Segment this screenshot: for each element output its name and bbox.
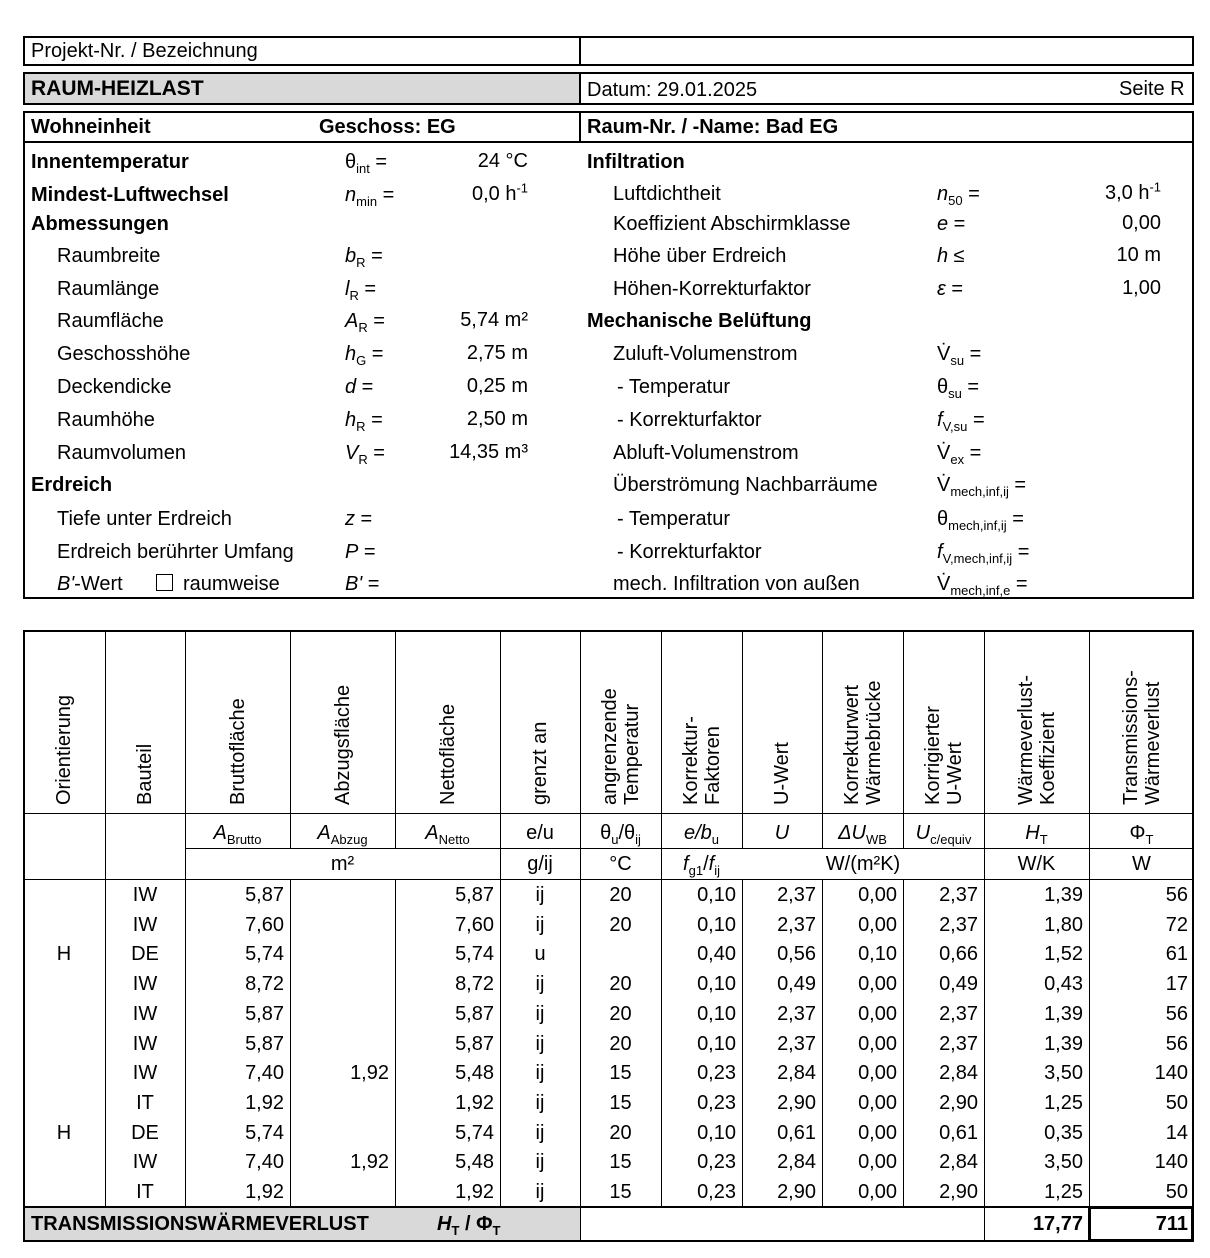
cell-uc: 2,90 [939, 1091, 978, 1114]
cell-o [23, 910, 105, 940]
cell-b: IW [132, 1151, 158, 1174]
cell-u: 2,37 [777, 913, 816, 936]
dim-symbol: $b_R$ = [345, 245, 383, 270]
cell-brutto: 7,40 [245, 1151, 284, 1174]
cell-abzug [290, 969, 395, 999]
luftwechsel-value: 0,0 $h^{-1}$ [471, 180, 528, 205]
cell-b: IW [132, 1002, 158, 1025]
mech-symbol: $V̇_{su}$ = [937, 343, 982, 368]
column-header: angrenzende [598, 688, 621, 805]
cell-abzug [290, 999, 395, 1029]
mech-symbol: $\theta_{su}$ = [937, 376, 980, 401]
cell-brutto: 5,74 [245, 943, 284, 966]
column-header: Wärmeverlust [1141, 681, 1164, 805]
cell-netto: 1,92 [455, 1181, 494, 1203]
cell-phi: 56 [1165, 884, 1188, 906]
dim-value: 5,74 m² [460, 309, 528, 331]
cell-uc: 2,37 [939, 913, 978, 936]
cell-brutto: 7,40 [245, 1062, 284, 1085]
geschoss-label: Geschoss: EG [319, 116, 456, 138]
cell-abzug [290, 939, 395, 969]
mech-symbol: $\theta_{mech,inf,ij}$ = [937, 508, 1024, 533]
cell-du: 0,00 [858, 1032, 897, 1055]
cell-brutto: 5,87 [245, 1002, 284, 1025]
cell-b: IW [132, 973, 158, 996]
cell-netto: 5,87 [455, 1002, 494, 1025]
cell-abzug [290, 1088, 395, 1118]
erdreich-label: Erdreich berührter Umfang [57, 541, 294, 563]
infiltration-symbol: ε = [937, 278, 964, 300]
cell-t: 20 [609, 1121, 632, 1144]
cell-du: 0,10 [858, 943, 897, 966]
dim-label: Raumfläche [57, 310, 164, 332]
cell-b: DE [131, 943, 159, 966]
date-text: Datum: 29.01.2025 [587, 79, 758, 101]
cell-netto: 5,74 [455, 943, 494, 966]
cell-u: 2,84 [777, 1151, 816, 1174]
total-symbol: $H_T / \Phi_T$ [437, 1213, 501, 1238]
cell-du: 0,00 [858, 1181, 897, 1203]
cell-phi: 56 [1165, 1032, 1188, 1055]
cell-u: 2,37 [777, 1032, 816, 1055]
cell-ht: 0,35 [1044, 1121, 1083, 1144]
column-header: U-Wert [771, 742, 793, 805]
cell-b: DE [131, 1121, 159, 1144]
infiltration-value: 1,00 [1122, 277, 1161, 299]
raumweise-option[interactable]: raumweise [156, 572, 280, 596]
mech-label: - Korrekturfaktor [617, 409, 762, 431]
total-ht: 17,77 [1032, 1213, 1083, 1235]
total-divider [580, 1206, 581, 1242]
cell-abzug [290, 1118, 395, 1148]
dim-label: Raumhöhe [57, 409, 155, 431]
infiltration-symbol: h ≤ [937, 245, 965, 267]
cell-abzug [290, 1029, 395, 1059]
total-phi: 711 [1155, 1213, 1188, 1235]
column-header: Abzugsfläche [331, 684, 354, 805]
cell-phi: 61 [1165, 943, 1188, 966]
dim-value: 2,75 m [466, 342, 528, 364]
cell-u: 0,56 [777, 943, 816, 966]
erdreich-heading: Erdreich [31, 474, 113, 496]
cell-brutto: 1,92 [245, 1181, 284, 1203]
cell-t: 20 [609, 884, 632, 906]
cell-o [23, 1177, 105, 1207]
cell-ht: 1,80 [1044, 913, 1083, 936]
mech-label: Überströmung Nachbarräume [613, 474, 878, 496]
mech-label: Zuluft-Volumenstrom [613, 343, 798, 365]
column-header: Wärmeverlust- [1014, 674, 1037, 805]
cell-f: 0,10 [697, 913, 736, 936]
total-label: TRANSMISSIONSWÄRMEVERLUST [31, 1213, 369, 1235]
cell-g: ij [535, 1151, 545, 1174]
cell-netto: 7,60 [455, 913, 494, 936]
dim-label: Deckendicke [57, 376, 172, 398]
cell-b: IT [136, 1091, 154, 1114]
column-header: Bauteil [134, 743, 156, 805]
unit-wk: W/K [1017, 853, 1056, 875]
dim-value: 14,35 m³ [449, 441, 528, 463]
cell-o [23, 999, 105, 1029]
cell-du: 0,00 [858, 973, 897, 996]
cell-g: ij [535, 973, 545, 996]
cell-g: ij [535, 1032, 545, 1055]
cell-netto: 1,92 [455, 1091, 494, 1114]
cell-ht: 1,39 [1044, 1002, 1083, 1025]
cell-f: 0,10 [697, 1002, 736, 1025]
cell-uc: 2,37 [939, 1032, 978, 1055]
cell-t: 20 [609, 1032, 632, 1055]
cell-u: 2,84 [777, 1062, 816, 1085]
infiltration-value: 10 m [1116, 244, 1161, 266]
cell-f: 0,23 [697, 1091, 736, 1114]
cell-uc: 2,90 [939, 1181, 978, 1203]
column-header: grenzt an [529, 721, 551, 805]
column-header: U-Wert [943, 742, 966, 805]
infiltration-value: 0,00 [1122, 212, 1161, 234]
cell-o [23, 1088, 105, 1118]
cell-ht: 1,39 [1044, 1032, 1083, 1055]
cell-u: 2,90 [777, 1181, 816, 1203]
cell-netto: 5,74 [455, 1121, 494, 1144]
erdreich-label: Tiefe unter Erdreich [57, 508, 232, 530]
page-title: RAUM-HEIZLAST [31, 77, 204, 100]
cell-f: 0,40 [697, 943, 736, 966]
symbol-abzug: $A_{Abzug}$ [317, 822, 368, 847]
cell-o [23, 1058, 105, 1088]
cell-o [23, 1147, 105, 1177]
cell-b: IW [132, 1062, 158, 1085]
cell-netto: 5,48 [455, 1151, 494, 1174]
cell-b: IW [132, 884, 158, 906]
symbol-ebu: $e/b_u$ [683, 822, 720, 847]
unit-degc: °C [609, 853, 632, 875]
cell-uc: 2,37 [939, 1002, 978, 1025]
cell-g: ij [535, 1062, 545, 1085]
cell-abzug: 1,92 [350, 1151, 389, 1174]
cell-u: 0,61 [777, 1121, 816, 1144]
cell-o [23, 969, 105, 999]
infiltration-label: Koeffizient Abschirmklasse [613, 213, 851, 235]
column-header: Orientierung [53, 694, 75, 805]
dim-symbol: $l_R$ = [345, 278, 377, 303]
mech-symbol: $f_{V,mech,inf,ij}$ = [937, 541, 1030, 566]
bwert-label: B'-Wert [57, 573, 123, 595]
cell-uc: 0,66 [939, 943, 978, 966]
cell-du: 0,00 [858, 1091, 897, 1114]
cell-du: 0,00 [858, 1151, 897, 1174]
cell-netto: 8,72 [455, 973, 494, 996]
header-line [23, 813, 1194, 814]
cell-phi: 140 [1154, 1062, 1188, 1085]
erdreich-symbol: P = [345, 541, 376, 563]
cell-g: ij [535, 1091, 545, 1114]
cell-f: 0,23 [697, 1062, 736, 1085]
symbol-netto: $A_{Netto}$ [425, 822, 470, 847]
column-header: Korrigierter [921, 706, 944, 805]
infiltration-label: Luftdichtheit [613, 183, 721, 205]
cell-ht: 1,39 [1044, 884, 1083, 906]
cell-brutto: 5,74 [245, 1121, 284, 1144]
mech-symbol: $f_{V,su}$ = [937, 409, 985, 434]
cell-ht: 1,25 [1044, 1181, 1083, 1203]
luftwechsel-label: Mindest-Luftwechsel [31, 184, 229, 206]
cell-abzug [290, 1177, 395, 1207]
cell-o [23, 1029, 105, 1059]
cell-ht: 3,50 [1044, 1062, 1083, 1085]
cell-f: 0,23 [697, 1151, 736, 1174]
symbol-duwb: $\Delta U_{WB}$ [838, 822, 887, 847]
cell-du: 0,00 [858, 1121, 897, 1144]
mech-symbol: $V̇_{ex}$ = [937, 442, 982, 467]
cell-uc: 0,61 [939, 1121, 978, 1144]
column-header: Korrektur- [679, 716, 702, 805]
dim-label: Raumlänge [57, 278, 160, 300]
cell-b: IT [136, 1181, 154, 1203]
infiltration-symbol: $n_{50}$ = [937, 183, 980, 208]
cell-brutto: 5,87 [245, 1032, 284, 1055]
cell-u: 2,37 [777, 884, 816, 906]
room-info-vdivider [579, 111, 581, 141]
cell-phi: 17 [1165, 973, 1188, 996]
infiltration-value: 3,0 $h^{-1}$ [1104, 179, 1161, 204]
cell-t: 15 [609, 1151, 632, 1174]
innentemp-label: Innentemperatur [31, 151, 189, 173]
mech-label: - Temperatur [617, 508, 731, 530]
cell-phi: 14 [1165, 1121, 1188, 1144]
cell-brutto: 1,92 [245, 1091, 284, 1114]
symbol-ht: $H_T$ [1025, 822, 1048, 847]
mech-label: Abluft-Volumenstrom [613, 442, 799, 464]
cell-phi: 50 [1165, 1181, 1188, 1203]
cell-uc: 2,84 [939, 1151, 978, 1174]
symbol-eu: e/u [526, 822, 554, 844]
cell-du: 0,00 [858, 1002, 897, 1025]
symbol-u: U [774, 822, 790, 844]
cell-g: ij [535, 913, 545, 936]
mech-symbol: $V̇_{mech,inf,ij}$ = [937, 474, 1027, 499]
cell-brutto: 7,60 [245, 913, 284, 936]
dim-symbol: $h_G$ = [345, 343, 384, 368]
infiltration-label: Höhe über Erdreich [613, 245, 787, 267]
cell-ht: 1,52 [1044, 943, 1083, 966]
mech-label: - Korrekturfaktor [617, 541, 762, 563]
cell-brutto: 5,87 [245, 884, 284, 906]
page-number: Seite R [1119, 78, 1185, 100]
cell-f: 0,10 [697, 884, 736, 906]
raumweise-checkbox[interactable] [156, 574, 173, 591]
innentemp-symbol: $\theta_{int}$ = [345, 151, 388, 176]
cell-f: 0,10 [697, 1032, 736, 1055]
cell-du: 0,00 [858, 1062, 897, 1085]
symbol-uc: $U_{c/equiv}$ [915, 822, 972, 847]
dim-value: 2,50 m [466, 408, 528, 430]
raum-label: Raum-Nr. / -Name: Bad EG [587, 116, 839, 138]
cell-ht: 0,43 [1044, 973, 1083, 996]
mech-label: mech. Infiltration von außen [613, 573, 860, 595]
cell-t: 20 [609, 1002, 632, 1025]
cell-phi: 50 [1165, 1091, 1188, 1114]
cell-abzug [290, 910, 395, 940]
abmessungen-heading: Abmessungen [31, 213, 169, 235]
dim-symbol: $h_R$ = [345, 409, 383, 434]
dim-value: 0,25 m [466, 375, 528, 397]
cell-f: 0,10 [697, 973, 736, 996]
dim-label: Raumvolumen [57, 442, 186, 464]
unit-w: W [1132, 853, 1151, 875]
cell-ht: 3,50 [1044, 1151, 1083, 1174]
cell-t [580, 939, 661, 969]
column-header: Temperatur [620, 703, 643, 805]
cell-u: 2,90 [777, 1091, 816, 1114]
luftwechsel-symbol: $n_{min}$ = [345, 184, 395, 209]
cell-f: 0,10 [697, 1121, 736, 1144]
unit-f: $f_{g1}/f_{ij}$ [683, 853, 720, 878]
cell-g: u [534, 943, 546, 966]
dim-symbol: $A_R$ = [345, 310, 385, 335]
cell-ht: 1,25 [1044, 1091, 1083, 1114]
cell-abzug: 1,92 [350, 1062, 389, 1085]
infiltration-symbol: e = [937, 213, 966, 235]
cell-u: 2,37 [777, 1002, 816, 1025]
cell-o: H [56, 1121, 72, 1144]
innentemp-value: 24 °C [477, 150, 528, 172]
unit-wm2k: W/(m²K) [825, 853, 901, 875]
column-header: Transmissions- [1119, 670, 1142, 805]
cell-brutto: 8,72 [245, 973, 284, 996]
column-header: Faktoren [701, 726, 724, 805]
cell-g: ij [535, 1181, 545, 1203]
cell-du: 0,00 [858, 884, 897, 906]
cell-b: IW [132, 1032, 158, 1055]
infiltration-label: Höhen-Korrekturfaktor [613, 278, 811, 300]
infiltration-heading: Infiltration [587, 151, 685, 173]
dim-label: Geschosshöhe [57, 343, 191, 365]
dim-symbol: d = [345, 376, 374, 398]
bwert-symbol: B' = [345, 573, 380, 595]
cell-g: ij [535, 1002, 545, 1025]
cell-netto: 5,48 [455, 1062, 494, 1085]
erdreich-symbol: z = [345, 508, 373, 530]
cell-phi: 56 [1165, 1002, 1188, 1025]
unit-gij: g/ij [527, 853, 553, 875]
cell-uc: 2,84 [939, 1062, 978, 1085]
symbol-brutto: $A_{Brutto}$ [213, 822, 262, 847]
dim-symbol: $V_R$ = [345, 442, 385, 467]
column-header: Wärmebrücke [862, 680, 885, 805]
mech-heading: Mechanische Belüftung [587, 310, 812, 332]
column-header: Nettofläche [436, 703, 459, 805]
dim-label: Raumbreite [57, 245, 161, 267]
mech-symbol: $V̇_{mech,inf,e}$ = [937, 573, 1028, 598]
cell-o: H [56, 943, 72, 966]
cell-t: 15 [609, 1062, 632, 1085]
column-header: Koeffizient [1036, 711, 1059, 805]
unit-area: m² [330, 853, 355, 875]
wohneinheit-label: Wohneinheit [31, 116, 151, 138]
cell-phi: 72 [1165, 913, 1188, 936]
cell-netto: 5,87 [455, 884, 494, 906]
project-divider [579, 36, 581, 66]
mech-label: - Temperatur [617, 376, 731, 398]
symbol-theta: $\theta_u/\theta_{ij}$ [600, 822, 641, 847]
cell-t: 20 [609, 913, 632, 936]
cell-g: ij [535, 884, 545, 906]
cell-o [23, 880, 105, 910]
cell-t: 20 [609, 973, 632, 996]
cell-abzug [290, 880, 395, 910]
cell-netto: 5,87 [455, 1032, 494, 1055]
cell-t: 15 [609, 1181, 632, 1203]
cell-uc: 0,49 [939, 973, 978, 996]
cell-uc: 2,37 [939, 884, 978, 906]
cell-g: ij [535, 1121, 545, 1144]
cell-t: 15 [609, 1091, 632, 1114]
cell-phi: 140 [1154, 1151, 1188, 1174]
column-header: Korrekturwert [840, 684, 863, 805]
project-label: Projekt-Nr. / Bezeichnung [31, 40, 258, 62]
cell-b: IW [132, 913, 158, 936]
cell-du: 0,00 [858, 913, 897, 936]
cell-f: 0,23 [697, 1181, 736, 1203]
cell-u: 0,49 [777, 973, 816, 996]
room-info-divider [23, 141, 1194, 143]
column-header: Bruttofläche [226, 698, 249, 805]
symbol-phi: $\Phi_T$ [1129, 822, 1154, 847]
